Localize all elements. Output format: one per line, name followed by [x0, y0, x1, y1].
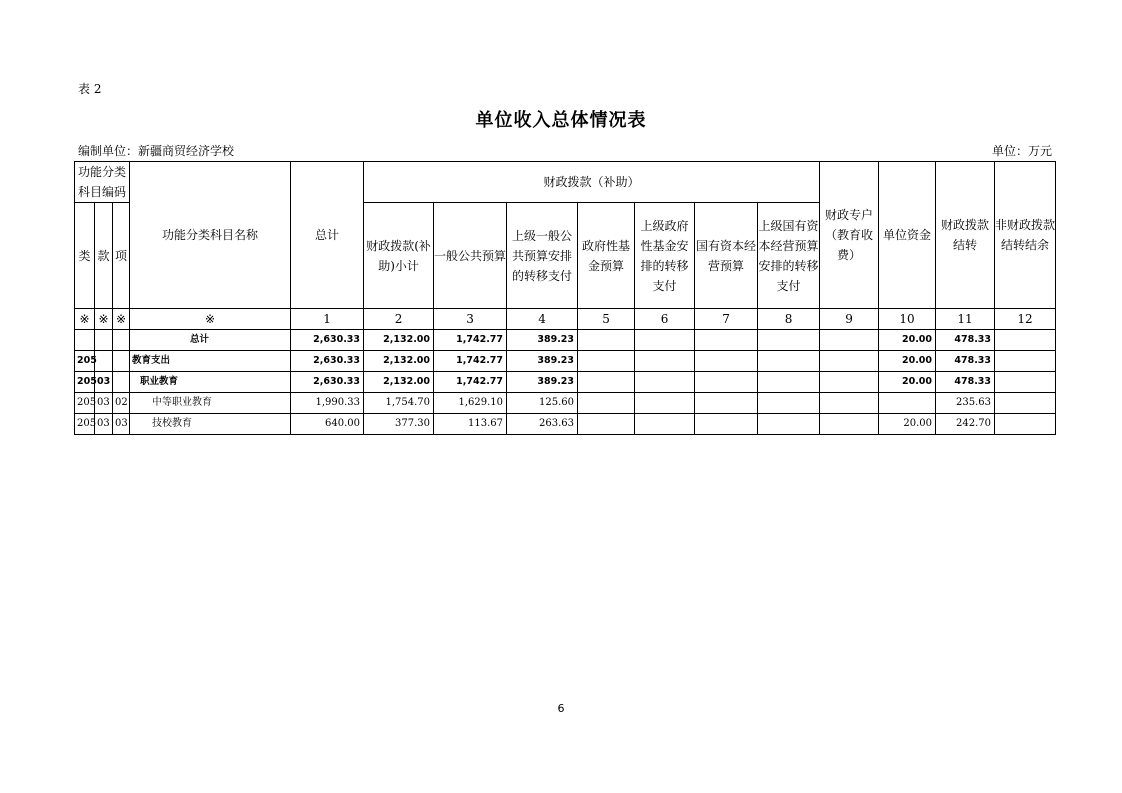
cell-xiang: [113, 372, 130, 393]
cell-gov-fund: [578, 414, 635, 435]
index-cell: 12: [995, 309, 1056, 330]
cell-state-capital: [695, 372, 758, 393]
income-report-table: [74, 161, 1056, 435]
index-cell: 2: [364, 309, 434, 330]
cell-name: 职业教育: [130, 372, 291, 393]
cell-general-public: 1,629.10: [434, 393, 507, 414]
header-unit-funds: 单位资金: [879, 162, 936, 309]
header-upper-state-capital: 上级国有资本经营预算安排的转移支付: [758, 203, 820, 309]
header-func-name: 功能分类科目名称: [130, 162, 291, 309]
cell-lei: 205: [75, 372, 95, 393]
cell-state-capital: [695, 414, 758, 435]
header-lei: 类: [75, 203, 95, 309]
index-cell: 5: [578, 309, 635, 330]
cell-fiscal-special: [820, 414, 879, 435]
cell-general-public: 1,742.77: [434, 351, 507, 372]
cell-general-public: 1,742.77: [434, 372, 507, 393]
cell-fiscal-special: [820, 330, 879, 351]
cell-upper-gov-fund: [635, 330, 695, 351]
page-number: 6: [557, 702, 565, 715]
cell-upper-state-capital: [758, 372, 820, 393]
cell-fiscal-special: [820, 351, 879, 372]
cell-general-public: 1,742.77: [434, 330, 507, 351]
cell-lei: [75, 330, 95, 351]
index-cell: ※: [95, 309, 113, 330]
cell-xiang: [113, 330, 130, 351]
cell-nonfiscal-carryover: [995, 372, 1056, 393]
cell-name: 中等职业教育: [130, 393, 291, 414]
cell-fiscal-special: [820, 393, 879, 414]
cell-nonfiscal-carryover: [995, 393, 1056, 414]
table-row: [75, 351, 1056, 372]
cell-lei: 205: [75, 351, 95, 372]
header-state-capital: 国有资本经营预算: [695, 203, 758, 309]
cell-fiscal-subtotal: 2,132.00: [364, 372, 434, 393]
cell-xiang: 02: [113, 393, 130, 414]
cell-upper-general: 389.23: [507, 351, 578, 372]
cell-upper-gov-fund: [635, 414, 695, 435]
cell-gov-fund: [578, 372, 635, 393]
cell-upper-gov-fund: [635, 372, 695, 393]
header-xiang: 项: [113, 203, 130, 309]
header-gov-fund: 政府性基金预算: [578, 203, 635, 309]
cell-gov-fund: [578, 393, 635, 414]
header-total: 总计: [291, 162, 364, 309]
cell-general-public: 113.67: [434, 414, 507, 435]
cell-nonfiscal-carryover: [995, 351, 1056, 372]
cell-upper-general: 389.23: [507, 372, 578, 393]
cell-kuan: [95, 351, 113, 372]
currency-unit-label: 单位：万元: [991, 144, 1052, 158]
table-row: [75, 372, 1056, 393]
cell-upper-state-capital: [758, 414, 820, 435]
cell-upper-gov-fund: [635, 351, 695, 372]
cell-gov-fund: [578, 351, 635, 372]
cell-fiscal-carryover: 478.33: [936, 330, 995, 351]
index-cell: 7: [695, 309, 758, 330]
index-cell: ※: [113, 309, 130, 330]
cell-upper-gov-fund: [635, 393, 695, 414]
header-upper-general: 上级一般公共预算安排的转移支付: [507, 203, 578, 309]
index-cell: 4: [507, 309, 578, 330]
cell-kuan: 03: [95, 372, 113, 393]
compiling-unit-label: 编制单位：新疆商贸经济学校: [78, 144, 235, 158]
cell-upper-state-capital: [758, 393, 820, 414]
cell-fiscal-carryover: 235.63: [936, 393, 995, 414]
cell-name: 技校教育: [130, 414, 291, 435]
index-cell: 10: [879, 309, 936, 330]
page-title: 单位收入总体情况表: [475, 110, 647, 131]
cell-kuan: 03: [95, 393, 113, 414]
cell-total: 2,630.33: [291, 351, 364, 372]
cell-total: 2,630.33: [291, 330, 364, 351]
header-fiscal-subtotal: 财政拨款(补助)小计: [364, 203, 434, 309]
cell-xiang: 03: [113, 414, 130, 435]
cell-name: 总计: [130, 330, 291, 351]
cell-fiscal-subtotal: 1,754.70: [364, 393, 434, 414]
cell-upper-state-capital: [758, 351, 820, 372]
cell-fiscal-subtotal: 2,132.00: [364, 330, 434, 351]
index-cell: ※: [130, 309, 291, 330]
cell-total: 1,990.33: [291, 393, 364, 414]
cell-unit-funds: [879, 393, 936, 414]
index-cell: 11: [936, 309, 995, 330]
cell-kuan: 03: [95, 414, 113, 435]
table-row: [75, 393, 1056, 414]
cell-gov-fund: [578, 330, 635, 351]
header-fiscal-carryover: 财政拨款结转: [936, 162, 995, 309]
cell-lei: 205: [75, 393, 95, 414]
cell-fiscal-carryover: 478.33: [936, 372, 995, 393]
cell-fiscal-subtotal: 377.30: [364, 414, 434, 435]
header-nonfiscal-carryover: 非财政拨款结转结余: [995, 162, 1056, 309]
cell-xiang: [113, 351, 130, 372]
cell-unit-funds: 20.00: [879, 351, 936, 372]
cell-fiscal-carryover: 478.33: [936, 351, 995, 372]
cell-total: 640.00: [291, 414, 364, 435]
index-cell: 6: [635, 309, 695, 330]
header-general-public: 一般公共预算: [434, 203, 507, 309]
index-cell: 8: [758, 309, 820, 330]
header-fiscal-special: 财政专户（教育收费）: [820, 162, 879, 309]
cell-state-capital: [695, 330, 758, 351]
cell-unit-funds: 20.00: [879, 372, 936, 393]
table-number-label: 表 2: [78, 82, 102, 96]
index-cell: 3: [434, 309, 507, 330]
index-cell: ※: [75, 309, 95, 330]
cell-fiscal-carryover: 242.70: [936, 414, 995, 435]
table-row: [75, 414, 1056, 435]
header-fiscal-group: 财政拨款（补助）: [364, 162, 820, 203]
cell-nonfiscal-carryover: [995, 414, 1056, 435]
cell-state-capital: [695, 393, 758, 414]
header-kuan: 款: [95, 203, 113, 309]
cell-state-capital: [695, 351, 758, 372]
cell-upper-general: 389.23: [507, 330, 578, 351]
cell-fiscal-special: [820, 372, 879, 393]
cell-unit-funds: 20.00: [879, 414, 936, 435]
header-func-code: 功能分类科目编码: [75, 162, 130, 203]
index-cell: 1: [291, 309, 364, 330]
cell-upper-general: 125.60: [507, 393, 578, 414]
cell-lei: 205: [75, 414, 95, 435]
cell-name: 教育支出: [130, 351, 291, 372]
cell-kuan: [95, 330, 113, 351]
index-cell: 9: [820, 309, 879, 330]
cell-unit-funds: 20.00: [879, 330, 936, 351]
cell-upper-state-capital: [758, 330, 820, 351]
cell-fiscal-subtotal: 2,132.00: [364, 351, 434, 372]
cell-total: 2,630.33: [291, 372, 364, 393]
cell-nonfiscal-carryover: [995, 330, 1056, 351]
cell-upper-general: 263.63: [507, 414, 578, 435]
header-upper-gov-fund: 上级政府性基金安排的转移支付: [635, 203, 695, 309]
table-row-total: [75, 330, 1056, 351]
column-index-row: [75, 309, 1056, 330]
